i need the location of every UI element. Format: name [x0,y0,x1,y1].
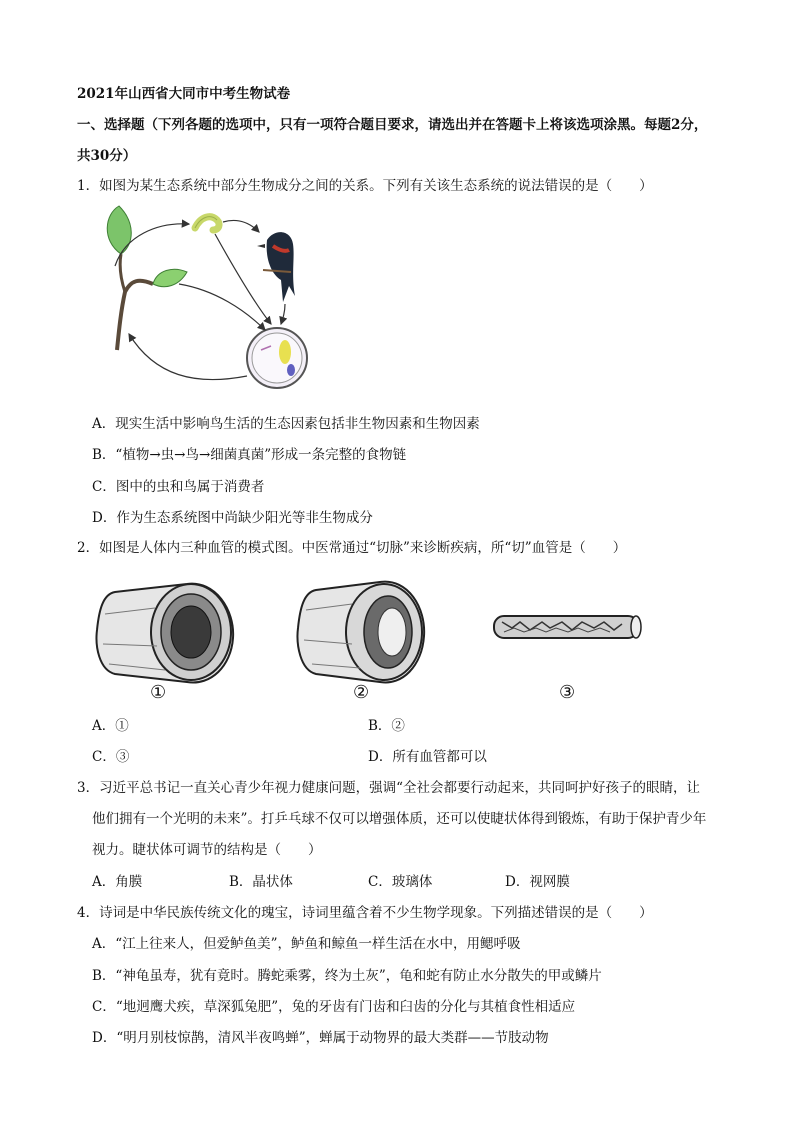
q1-option-d: D．作为生态系统图中尚缺少阳光等非生物成分 [92,510,373,526]
capillary-figure [490,610,646,646]
q4-option-c: C．“地迥鹰犬疾，草深狐兔肥”，兔的牙齿有门齿和臼齿的分化与其植食性相适应 [92,999,576,1015]
q1-option-c: C．图中的虫和鸟属于消费者 [92,479,265,495]
ecosystem-figure [95,200,325,400]
q3-option-b: B．晶状体 [229,874,293,890]
question-1-stem: 1．如图为某生态系统中部分生物成分之间的关系。下列有关该生态系统的说法错误的是（ ） [77,178,653,194]
q1-option-a: A．现实生活中影响鸟生活的生态因素包括非生物因素和生物因素 [92,416,480,432]
section-heading: 一、选择题（下列各题的选项中，只有一项符合题目要求，请选出并在答题卡上将该选项涂黑。每题2分， [77,117,708,133]
vein-figure [296,574,436,694]
q4-option-d: D．“明月别枝惊鹊，清风半夜鸣蝉”，蝉属于动物界的最大类群——节肢动物 [92,1030,549,1046]
question-3-stem-line1: 3．习近平总书记一直关心青少年视力健康问题，强调“全社会都要行动起来，共同呵护好孩子的眼睛，让 [77,780,700,796]
section-heading-cont: 共30分） [77,148,137,164]
q2-option-a: A．① [92,718,129,734]
q2-option-d: D．所有血管都可以 [368,749,487,765]
question-2-stem: 2．如图是人体内三种血管的模式图。中医常通过“切脉”来诊断疾病，所“切”血管是（ ） [77,540,627,556]
q4-option-a: A．“江上往来人，但爱鲈鱼美”，鲈鱼和鲸鱼一样生活在水中，用鳃呼吸 [92,936,521,952]
question-3-stem-line2: 他们拥有一个光明的未来”。打乒乓球不仅可以增强体质，还可以使睫状体得到锻炼，有助于保护青少年 [92,811,707,827]
figure-label-2: ② [353,682,370,703]
figure-label-1: ① [150,682,167,703]
q1-option-b: B．“植物→虫→鸟→细菌真菌”形成一条完整的食物链 [92,447,407,463]
bird-icon [257,232,295,302]
q3-option-d: D．视网膜 [505,874,570,890]
question-3-stem-line3: 视力。睫状体可调节的结构是（ ） [92,842,322,858]
q4-option-b: B．“神龟虽寿，犹有竟时。腾蛇乘雾，终为土灰”，龟和蛇有防止水分散失的甲或鳞片 [92,968,602,984]
exam-title: 2021年山西省大同市中考生物试卷 [77,86,291,102]
q2-option-b: B．② [368,718,405,734]
caterpillar-icon [195,217,219,230]
q3-option-c: C．玻璃体 [368,874,433,890]
q3-option-a: A．角膜 [92,874,143,890]
question-4-stem: 4．诗词是中华民族传统文化的瑰宝，诗词里蕴含着不少生物学现象。下列描述错误的是（ ） [77,905,653,921]
plant-icon [107,206,187,350]
figure-label-3: ③ [559,682,576,703]
artery-figure [95,574,245,694]
petri-dish-icon [247,328,307,388]
q2-option-c: C．③ [92,749,130,765]
